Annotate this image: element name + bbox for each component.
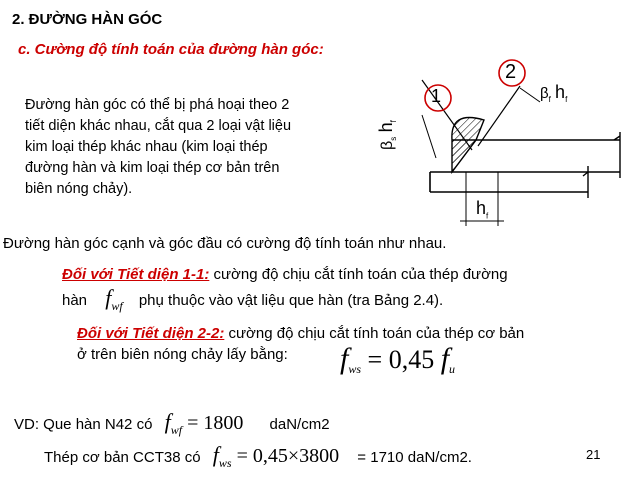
- section-1-label: 1: [431, 86, 442, 106]
- hf-vertical-symbol: h: [376, 122, 396, 133]
- page-number: 21: [586, 447, 601, 462]
- statement-line: Đường hàn góc cạnh và góc đầu có cường độ tính toán như nhau.: [3, 235, 447, 252]
- hf-symbol: h: [555, 82, 566, 102]
- section-2-label: 2: [505, 61, 517, 83]
- weld-root-region: [452, 140, 476, 172]
- example-line1: [14, 409, 330, 438]
- fwf-symbol: $f_{wf}$: [105, 285, 123, 313]
- example-fws: $f_{ws}$: [212, 442, 232, 470]
- section-11-line1: [62, 266, 508, 283]
- example-fwf: $f_{wf}$: [164, 409, 183, 437]
- example-fws-value: = 0,45×3800: [231, 445, 340, 467]
- hf-subscript: f: [565, 95, 568, 104]
- example-start: VD: Que hàn N42 có: [14, 416, 153, 433]
- dim-line-beta-f: [520, 88, 540, 102]
- beta-f-symbol: β: [540, 85, 549, 102]
- section-11-text2: phụ thuộc vào vật liệu que hàn (tra Bảng 2.4).: [138, 292, 444, 309]
- section-22-label: Đối với Tiết diện 2-2:: [77, 325, 225, 342]
- break-mark-upper: [614, 132, 620, 178]
- example-result: = 1710 daN/cm2.: [357, 449, 472, 466]
- example-unit: daN/cm2: [269, 416, 330, 433]
- intro-line: kim loại thép khác nhau (kim loại thép: [25, 139, 268, 155]
- slide-heading: 2. ĐƯỜNG HÀN GÓC: [12, 11, 163, 28]
- intro-line: Đường hàn góc có thể bị phá hoại theo 2: [25, 97, 290, 113]
- slide-subheading: c. Cường độ tính toán của đường hàn góc:: [18, 41, 324, 58]
- section-11-han: hàn: [62, 292, 88, 309]
- beta-s-hf-label: [376, 120, 398, 150]
- lower-plate: [430, 172, 588, 192]
- example-steel: Thép cơ bản CCT38 có: [44, 449, 201, 466]
- beta-f-hf-label: [540, 82, 567, 104]
- hf-bottom-symbol: h: [476, 198, 487, 218]
- dim-line-beta-s: [422, 115, 436, 158]
- intro-line: đường hàn và kim loại thép cơ bản trên: [25, 160, 280, 176]
- section-11-line2: [62, 285, 443, 319]
- hf-bottom-subscript: f: [486, 211, 489, 221]
- example-fwf-value: = 1800: [182, 412, 244, 434]
- beta-f-subscript: f: [548, 95, 551, 104]
- example-line2: [44, 442, 472, 471]
- section-11-label: Đối với Tiết diện 1-1:: [62, 266, 210, 283]
- section-22-line1: [77, 325, 524, 342]
- fws-formula: $f_{ws} = 0,45$ $f_u$: [340, 342, 456, 376]
- break-mark-lower: [583, 166, 588, 198]
- intro-line: tiết diện khác nhau, cắt qua 2 loại vật liệu: [25, 118, 292, 134]
- section-22-text: cường độ chịu cắt tính toán của thép cơ bản: [224, 325, 525, 342]
- section-11-text: cường độ chịu cắt tính toán của thép đường: [209, 266, 508, 283]
- hf-bottom-label: [476, 198, 488, 221]
- intro-line: biên nóng chảy).: [25, 181, 133, 197]
- beta-s-subscript: s: [389, 136, 399, 141]
- section-22-line2: ở trên biên nóng chảy lấy bằng:: [77, 346, 288, 363]
- hf-vertical-subscript: f: [389, 120, 399, 123]
- beta-s-symbol: β: [379, 140, 396, 150]
- section-line-2: [478, 86, 520, 146]
